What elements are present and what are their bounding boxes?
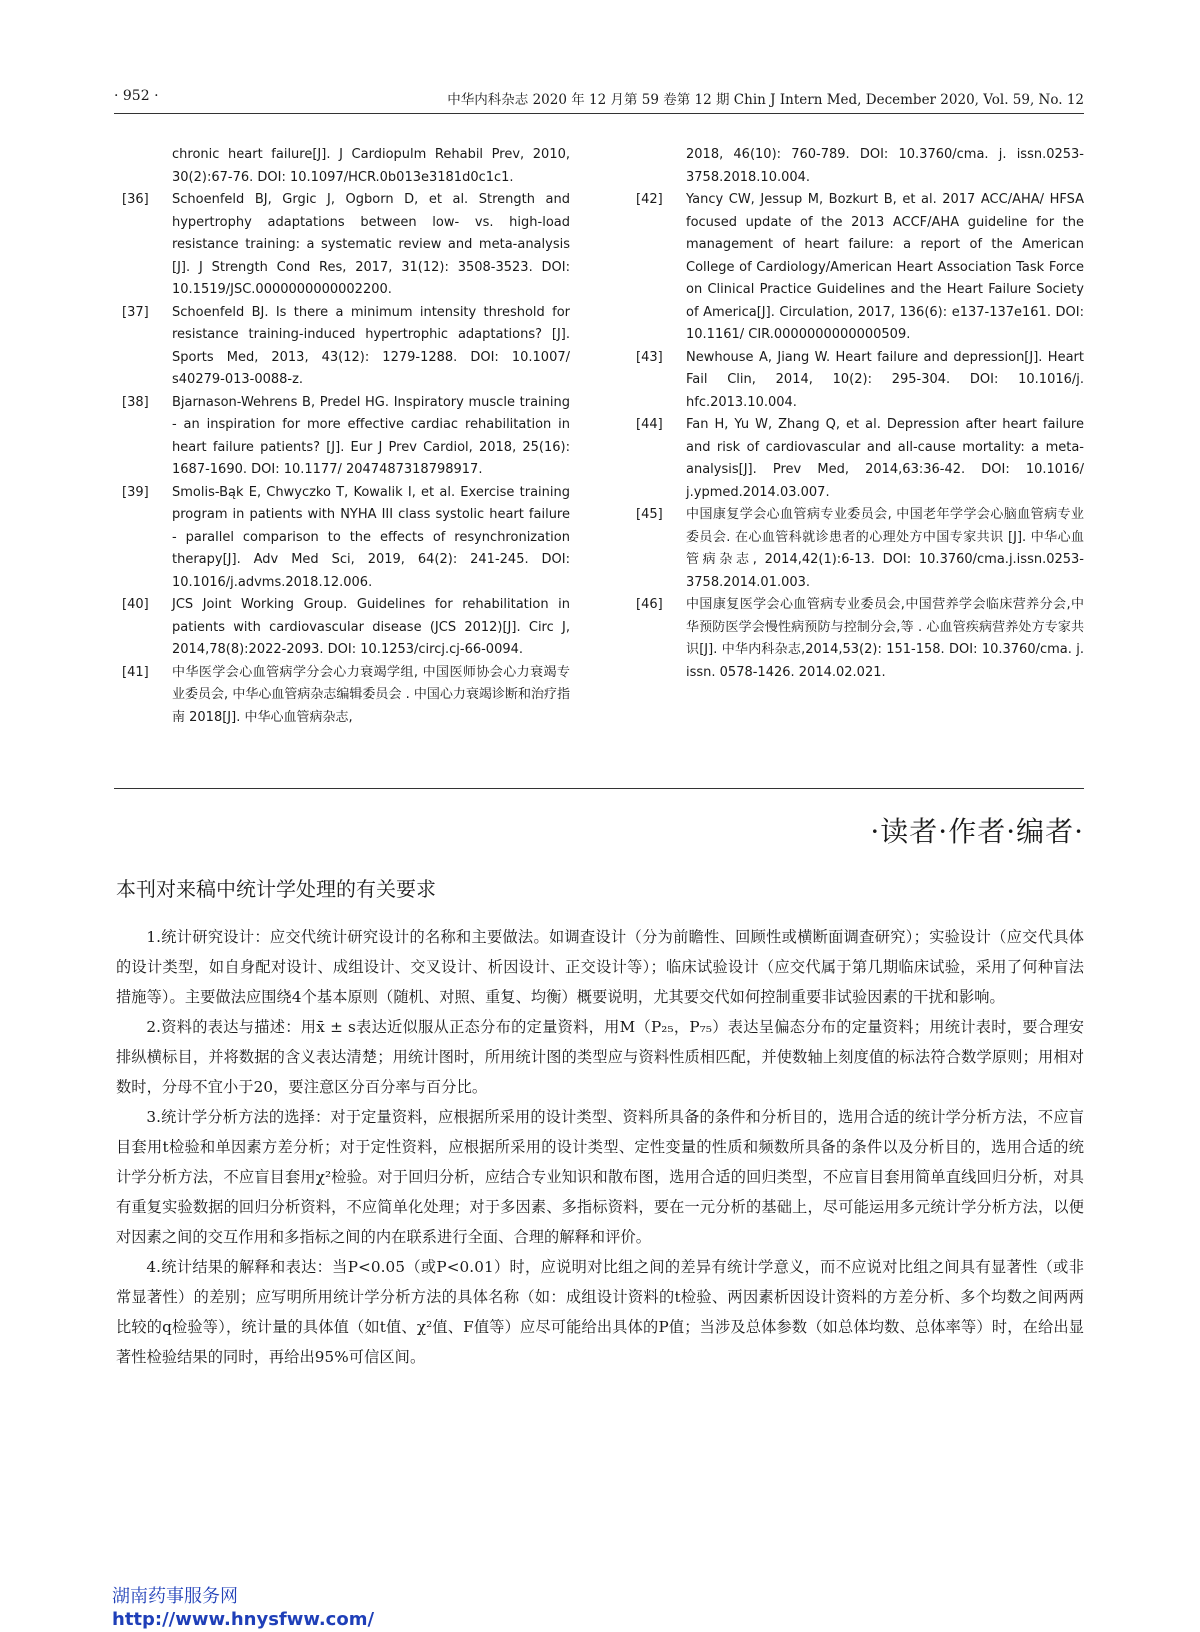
reference-item [636,414,1084,504]
reference-text: 2018, 46(10): 760-789. DOI: 10.3760/cma. j. issn.0253-3758.2018.10.004. [686,147,1084,185]
article-body [116,922,1084,1372]
reference-text: Yancy CW, Jessup M, Bozkurt B, et al. 2017 ACC/AHA/ HFSA focused update of the 2013 ACCF/AHA guideline for the management of heart failure: a report of the American College of Cardiology/American Heart Association Task Force on Clinical Practice Guidelines and the Heart Failure Society of America[J]. Circulation, 2017, 136(6): e137-137e161. DOI: 10.1161/ CIR.0000000000000509. [686,192,1084,342]
header-rule [114,113,1084,114]
section-label: ·读者·作者·编者· [870,815,1084,848]
paragraph-results: 4.统计结果的解释和表达：当P<0.05（或P<0.01）时，应说明对比组之间的差异有统计学意义，而不应说对比组之间具有显著性（或非常显著性）的差别；应写明所用统计学分析方法的具体名称（如：成组设计资料的t检验、两因素析因设计资料的方差分析、多个均数之间两两比较的q检验等），统计量的具体值（如t值、χ²值、F值等）应尽可能给出具体的P值；当涉及总体参数（如总体均数、总体率等）时，在给出显著性检验结果的同时，再给出95%可信区间。 [116,1258,1084,1366]
reference-item [122,594,570,662]
reference-text: Schoenfeld BJ, Grgic J, Ogborn D, et al. Strength and hypertrophy adaptations between low- vs. high-load resistance training: a systematic review and meta-analysis [J]. J Strength Cond Res, 2017, 31(12): 3508-3523. DOI: 10.1519/JSC.0000000000002200. [172,192,570,297]
reference-item [122,482,570,595]
article-title: 本刊对来稿中统计学处理的有关要求 [116,877,436,901]
reference-text: Newhouse A, Jiang W. Heart failure and depression[J]. Heart Fail Clin, 2014, 10(2): 295-304. DOI: 10.1016/j. hfc.2013.10.004. [686,349,1084,410]
watermark-site-name: 湖南药事服务网 [112,1586,238,1607]
journal-citation: 中华内科杂志 2020 年 12 月第 59 卷第 12 期 Chin J Intern Med, December 2020, Vol. 59, No. 12 [447,92,1084,108]
reference-item [636,144,1084,189]
paragraph-methods: 3.统计学分析方法的选择：对于定量资料，应根据所采用的设计类型、资料所具备的条件和分析目的，选用合适的统计学分析方法，不应盲目套用t检验和单因素方差分析；对于定性资料，应根据所采用的设计类型、定性变量的性质和频数所具备的条件以及分析目的，选用合适的统计学分析方法，不应盲目套用χ²检验。对于回归分析，应结合专业知识和散布图，选用合适的回归类型，不应盲目套用简单直线回归分析，对具有重复实验数据的回归分析资料，不应简单化处理；对于多因素、多指标资料，要在一元分析的基础上，尽可能运用多元统计学分析方法，以便对因素之间的交互作用和多指标之间的内在联系进行全面、合理的解释和评价。 [116,1108,1084,1246]
reference-number: [43] [636,349,663,365]
reference-text: Schoenfeld BJ. Is there a minimum intensity threshold for resistance training-induced hypertrophic adaptations? [J]. Sports Med, 2013, 43(12): 1279-1288. DOI: 10.1007/ s40279-013-0088-z. [172,304,570,387]
page-number: · 952 · [114,88,159,104]
reference-text: Bjarnason-Wehrens B, Predel HG. Inspiratory muscle training - an inspiration for more effective cardiac rehabilitation in heart failure patients? [J]. Eur J Prev Cardiol, 2018, 25(16): 1687-1690. DOI: 10.1177/ 2047487318798917. [172,394,570,477]
reference-item [122,189,570,302]
running-header [114,86,1084,112]
reference-text: JCS Joint Working Group. Guidelines for rehabilitation in patients with cardiovascular disease (JCS 2012)[J]. Circ J, 2014,78(8):2022-2093. DOI: 10.1253/circj.cj-66-0094. [172,597,570,657]
reference-number: [45] [636,507,663,522]
reference-text: 中华医学会心血管病学分会心力衰竭学组, 中国医师协会心力衰竭专业委员会, 中华心血管病杂志编辑委员会 . 中国心力衰竭诊断和治疗指南 2018[J]. 中华心血管病杂志, [172,664,570,725]
reference-text: 中国康复学会心血管病专业委员会, 中国老年学学会心脑血管病专业委员会. 在心血管科就诊患者的心理处方中国专家共识 [J]. 中华心血管病杂志, 2014,42(1):6-13. DOI: 10.3760/cma.j.issn.0253-3758.2014.01.003. [686,507,1084,590]
reference-text: Fan H, Yu W, Zhang Q, et al. Depression after heart failure and risk of cardiovascular and all-cause mortality: a meta-analysis[J]. Prev Med, 2014,63:36-42. DOI: 10.1016/ j.ypmed.2014.03.007. [686,417,1084,500]
reference-item [122,144,570,189]
paragraph-description: 2.资料的表达与描述：用x̄ ± s表达近似服从正态分布的定量资料，用M（P₂₅，P₇₅）表达呈偏态分布的定量资料；用统计表时，要合理安排纵横标目，并将数据的含义表达清楚；用统计图时，所用统计图的类型应与资料性质相匹配，并使数轴上刻度值的标法符合数学原则；用相对数时，分母不宜小于20，要注意区分百分率与百分比。 [116,1018,1084,1096]
reference-text: Smolis-Bąk E, Chwyczko T, Kowalik I, et al. Exercise training program in patients with NYHA III class systolic heart failure - parallel comparison to the effects of resynchronization therapy[J]. Adv Med Sci, 2019, 64(2): 241-245. DOI: 10.1016/j.advms.2018.12.006. [172,484,570,590]
reference-item [122,302,570,392]
reference-number: [37] [122,304,149,320]
reference-item [636,347,1084,415]
section-divider [114,788,1084,789]
reference-item [636,594,1084,684]
reference-item [122,662,570,730]
references-left-column [122,144,570,729]
reference-number: [39] [122,484,149,500]
paragraph-design: 1.统计研究设计：应交代统计研究设计的名称和主要做法。如调查设计（分为前瞻性、回顾性或横断面调查研究）；实验设计（应交代具体的设计类型，如自身配对设计、成组设计、交叉设计、析因设计、正交设计等）；临床试验设计（应交代属于第几期临床试验，采用了何种盲法措施等）。主要做法应围绕4个基本原则（随机、对照、重复、均衡）概要说明，尤其要交代如何控制重要非试验因素的干扰和影响。 [116,928,1084,1006]
reference-number: [42] [636,192,663,207]
reference-item [636,189,1084,347]
watermark-url[interactable]: http://www.hnysfww.com/ [112,1609,375,1630]
reference-text: 中国康复医学会心血管病专业委员会,中国营养学会临床营养分会,中华预防医学会慢性病预防与控制分会,等 . 心血管疾病营养处方专家共识[J]. 中华内科杂志,2014,53(2): 151-158. DOI: 10.3760/cma. j. issn. 0578-1426. 2014.02.021. [686,597,1084,680]
reference-item [636,504,1084,594]
site-watermark [112,1586,374,1632]
reference-number: [40] [122,597,149,612]
references-right-column [636,144,1084,684]
reference-number: [38] [122,394,149,410]
reference-text: chronic heart failure[J]. J Cardiopulm Rehabil Prev, 2010, 30(2):67-76. DOI: 10.1097/HCR.0b013e3181d0c1c1. [172,147,570,185]
reference-number: [44] [636,417,663,432]
reference-number: [46] [636,597,663,612]
reference-item [122,392,570,482]
reference-number: [36] [122,192,149,207]
reference-number: [41] [122,664,149,680]
